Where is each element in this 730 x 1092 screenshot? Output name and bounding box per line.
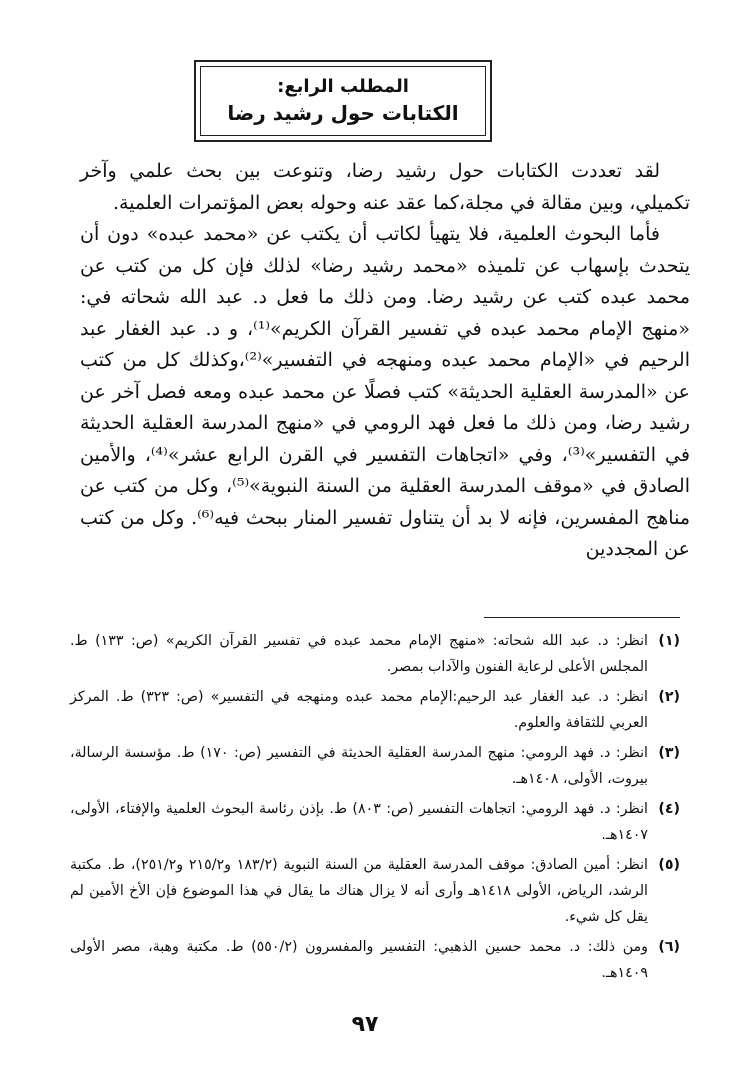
paragraph-2: فأما البحوث العلمية، فلا يتهيأ لكاتب أن يكتب عن «محمد عبده» دون أن يتحدث بإسهاب عن تلميذه «محمد رشيد رضا» لذلك فإن كل من كتب عن محمد عبده كتب عن رشيد رضا. ومن ذلك ما فعل د. عبد الله شحاته في: «منهج الإمام محمد عبده في تفسير القرآن الكريم»⁽¹⁾، و د. عبد الغفار عبد الرحيم في «الإمام محمد عبده ومنهجه في التفسير»⁽²⁾،وكذلك كل من كتب عن «المدرسة العقلية الحديثة» كتب فصلًا عن محمد عبده ومعه فصل آخر عن رشيد رضا، ومن ذلك ما فعل فهد الرومي في «منهج المدرسة العقلية الحديثة في التفسير»⁽³⁾، وفي «اتجاهات التفسير في القرن الرابع عشر»⁽⁴⁾، والأمين الصادق في «موقف المدرسة العقلية من السنة النبوية»⁽⁵⁾، وكل من كتب عن مناهج المفسرين، فإنه لا بد أن يتناول تفسير المنار ببحث فيه⁽⁶⁾. وكل من كتب عن المجددين — [80, 223, 691, 560]
footnote-text: انظر: د. عبد الله شحاته: «منهج الإمام محمد عبده في تفسير القرآن الكريم» (ص: ١٣٣) ط. المجلس الأعلى لرعاية الفنون والآداب بمصر. — [70, 633, 648, 675]
page-number: ٩٧ — [351, 1012, 379, 1037]
footnotes — [70, 628, 680, 990]
footnote-number: (٤) — [658, 801, 680, 817]
footnote-number: (٦) — [658, 939, 680, 955]
section-title-box — [194, 60, 492, 142]
section-title: الكتابات حول رشيد رضا — [227, 100, 459, 125]
footnote-text: انظر: د. فهد الرومي: اتجاهات التفسير (ص: ٨٠٣) ط. بإذن رئاسة البحوث العلمية والإفتاء، الأولى، ١٤٠٧هـ. — [70, 801, 648, 843]
footnote — [70, 852, 680, 930]
footnote — [70, 934, 680, 986]
body-text — [80, 156, 690, 566]
footnote — [70, 628, 680, 680]
footnote — [70, 684, 680, 736]
footnote-text: ومن ذلك: د. محمد حسين الذهبي: التفسير والمفسرون (٥٥٠/٢) ط. مكتبة وهبة، مصر الأولى ١٤٠٩هـ. — [70, 939, 648, 981]
footnote-number: (١) — [658, 633, 680, 649]
section-heading: المطلب الرابع: — [277, 76, 409, 98]
footnote-text: انظر: د. عبد الغفار عبد الرحيم:الإمام محمد عبده ومنهجه في التفسير» (ص: ٣٢٣) ط. المركز العربي للثقافة والعلوم. — [70, 689, 648, 731]
footnote-number: (٢) — [658, 689, 680, 705]
footnote — [70, 796, 680, 848]
paragraph-1: لقد تعددت الكتابات حول رشيد رضا، وتنوعت بين بحث علمي وآخر تكميلي، وبين مقالة في مجلة،كما عقد عنه وحوله بعض المؤتمرات العلمية. — [80, 160, 690, 214]
footnote-separator — [484, 617, 680, 618]
footnote-text: انظر: أمين الصادق: موقف المدرسة العقلية من السنة النبوية (١٨٣/٢ و٢١٥/٢ و٢٥١/٢)، ط. مكتبة الرشد، الرياض، الأولى ١٤١٨هـ وأرى أنه لا يزال هناك ما يقال في هذا الموضوع فإن الأخ الأمين لم يقل كل شيء. — [70, 857, 648, 925]
footnote — [70, 740, 680, 792]
footnote-number: (٥) — [658, 857, 680, 873]
section-title-frame — [200, 66, 486, 136]
footnote-text: انظر: د. فهد الرومي: منهج المدرسة العقلية الحديثة في التفسير (ص: ١٧٠) ط. مؤسسة الرسالة، بيروت، الأولى، ١٤٠٨هـ. — [70, 745, 648, 787]
footnote-number: (٣) — [658, 745, 680, 761]
